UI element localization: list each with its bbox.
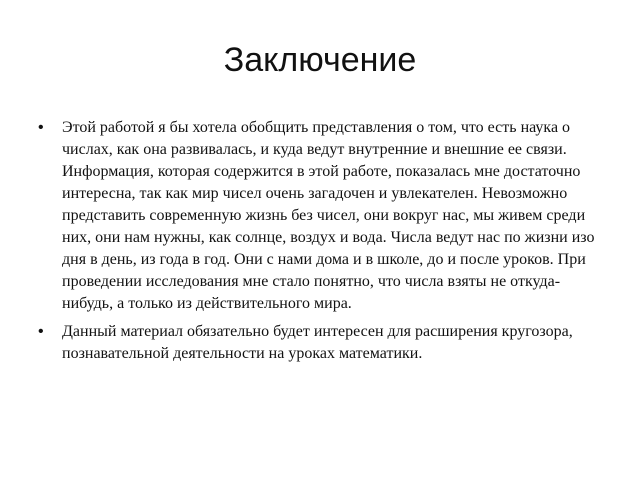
bullet-text: Данный материал обязательно будет интересен для расширения кругозора, познавательной деятельности на уроках математики. [62, 323, 573, 362]
bullet-point-icon: • [38, 323, 44, 340]
bullet-text: Этой работой я бы хотела обобщить представления о том, что есть наука о числах, как она развивалась, и куда ведут внутренние и внешние ее связи. Информация, которая содержится в этой работе, показалась мне достаточно интересна, так как мир чисел очень загадочен и увлекателен. Невозможно представить современную жизнь без чисел, они вокруг нас, мы живем среди них, они нам нужны, как солнце, воздух и вода. Числа ведут нас по жизни изо дня в день, из года в год. Они с нами дома и в школе, до и после уроков. При проведении исследования мне стало понятно, что числа взяты не откуда-нибудь, а только из действительного мира. [62, 119, 595, 312]
bullet-item [38, 321, 604, 365]
bullet-item [38, 117, 604, 315]
slide-title: Заключение [223, 41, 417, 79]
bullet-point-icon: • [38, 119, 44, 136]
bullet-list [38, 117, 604, 371]
